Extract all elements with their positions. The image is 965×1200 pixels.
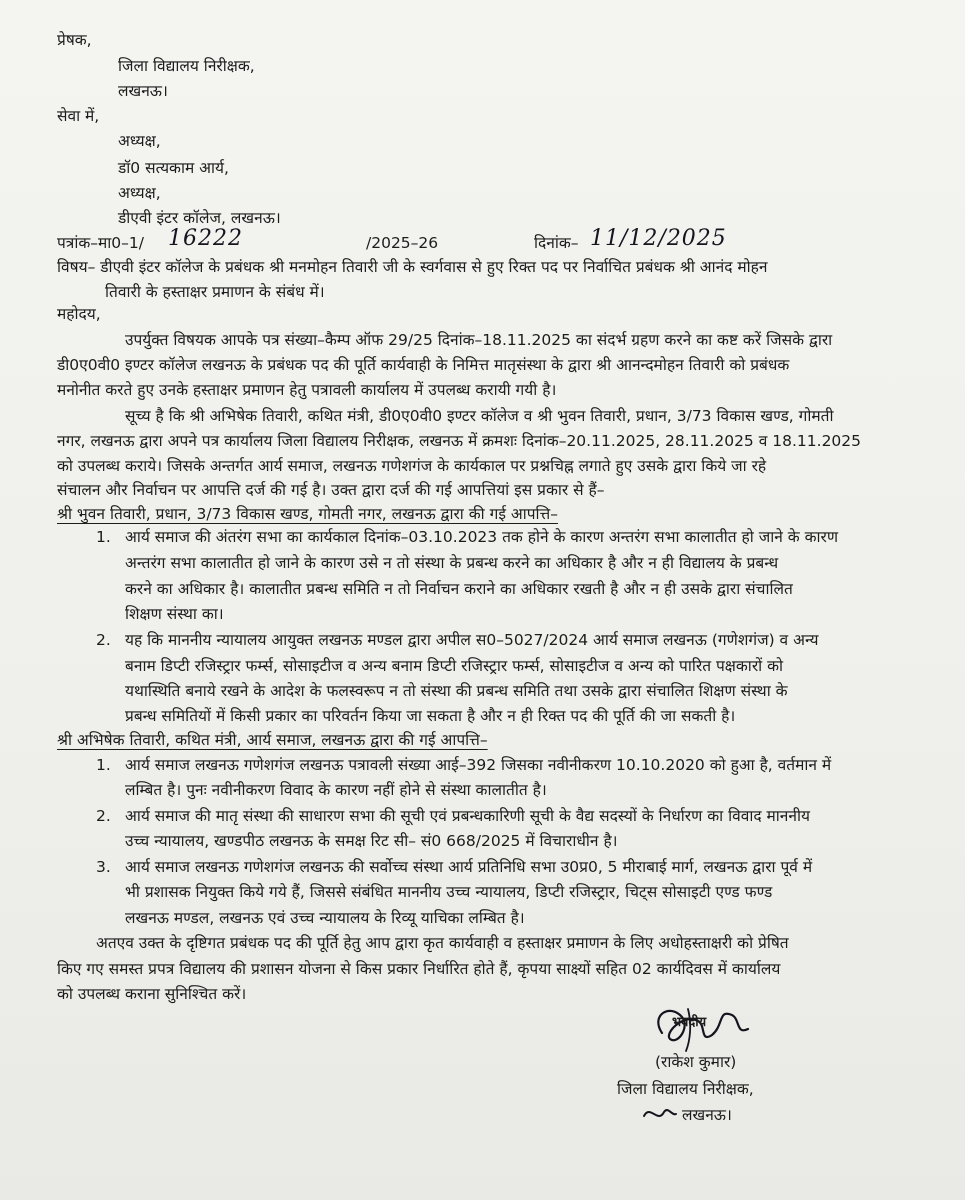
recipient-line-2: डॉ0 सत्यकाम आर्य, [118, 159, 229, 177]
section2-item3-number: 3. [96, 858, 111, 876]
para1-line-3: मनोनीत करते हुए उनके हस्ताक्षर प्रमाणन हेतु पत्रावली कार्यालय में उपलब्ध करायी गयी है। [57, 381, 557, 399]
closing-line-1: अतएव उक्त के दृष्टिगत प्रबंधक पद की पूर्ति हेतु आप द्वारा कृत कार्यवाही व हस्ताक्षर प्रमाणन के लिए अधोहस्ताक्षरी को प्रेषित [96, 934, 789, 952]
section2-item2-line-1: आर्य समाज की मातृ संस्था की साधारण सभा की सूची एवं प्रबन्धकारिणी सूची के वैद्य सदस्यों के निर्धारण का विवाद माननीय [125, 807, 811, 825]
dinank-label: दिनांक– [534, 234, 579, 252]
section1-item2-line-1: यह कि माननीय न्यायालय आयुक्त लखनऊ मण्डल द्वारा अपील स0–5027/2024 आर्य समाज लखनऊ (गणेशगंज) व अन्य [125, 631, 819, 649]
para2-line-1: सूच्य है कि श्री अभिषेक तिवारी, कथित मंत्री, डी0ए0वी0 इण्टर कॉलेज व श्री भुवन तिवारी, प्रधान, 3/73 विकास खण्ड, गोमती [125, 407, 834, 425]
signatory-designation: जिला विद्यालय निरीक्षक, [617, 1080, 754, 1098]
para2-line-2: नगर, लखनऊ द्वारा अपने पत्र कार्यालय जिला विद्यालय निरीक्षक, लखनऊ में क्रमशः दिनांक–20.11.2025, 28.11.2025 व 18.11.2025 [57, 432, 862, 450]
recipient-line-4: डीएवी इंटर कॉलेज, लखनऊ। [118, 209, 281, 227]
sender-label: प्रेषक, [57, 31, 92, 49]
section1-heading: श्री भुवन तिवारी, प्रधान, 3/73 विकास खण्ड, गोमती नगर, लखनऊ द्वारा की गई आपत्ति– [57, 505, 558, 523]
closing-line-2: किए गए समस्त प्रपत्र विद्यालय की प्रशासन योजना से किस प्रकार निर्धारित होते हैं, कृपया साक्ष्यों सहित 02 कार्यदिवस में कार्यालय [57, 960, 781, 978]
subject-line-2: तिवारी के हस्ताक्षर प्रमाणन के संबंध में। [105, 283, 325, 301]
signatory-place: लखनऊ। [682, 1106, 732, 1124]
section1-item1-line-1: आर्य समाज की अंतरंग सभा का कार्यकाल दिनांक–03.10.2023 तक होने के कारण अन्तरंग सभा कालातीत हो जाने के कारण [125, 528, 839, 546]
initial-scribble [640, 1102, 680, 1126]
patrank-number: 16222 [168, 226, 243, 251]
section1-item2-number: 2. [96, 631, 111, 649]
section2-item1-line-1: आर्य समाज लखनऊ गणेशगंज लखनऊ पत्रावली संख्या आई–392 जिसका नवीनीकरण 10.10.2020 को हुआ है, वर्तमान में [125, 756, 832, 774]
section1-item1-line-3: करने का अधिकार है। कालातीत प्रबन्ध समिति न तो निर्वाचन कराने का अधिकार रखती है और न ही उसके द्वारा संचालित [125, 580, 793, 598]
sender-line-1: जिला विद्यालय निरीक्षक, [118, 57, 255, 75]
section2-heading: श्री अभिषेक तिवारी, कथित मंत्री, आर्य समाज, लखनऊ द्वारा की गई आपत्ति– [57, 731, 488, 749]
section2-item3-line-1: आर्य समाज लखनऊ गणेशगंज लखनऊ की सर्वोच्च संस्था आर्य प्रतिनिधि सभा उ0प्र0, 5 मीराबाई मार्ग, लखनऊ द्वारा पूर्व में [125, 858, 813, 876]
para1-line-2: डी0ए0वी0 इण्टर कॉलेज लखनऊ के प्रबंधक पद की पूर्ति कार्यवाही के निमित्त मातृसंस्था के द्वारा श्री आनन्दमोहन तिवारी को प्रबंधक [57, 356, 790, 374]
section2-item2-line-2: उच्च न्यायालय, खण्डपीठ लखनऊ के समक्ष रिट सी– सं0 668/2025 में विचाराधीन है। [125, 832, 618, 850]
reference-year: /2025–26 [366, 234, 439, 252]
recipient-line-3: अध्यक्ष, [118, 184, 161, 202]
section1-item1-line-4: शिक्षण संस्था का। [125, 605, 224, 623]
closing-line-3: को उपलब्ध कराना सुनिश्चित करें। [57, 985, 247, 1003]
dinank-value: 11/12/2025 [590, 226, 727, 251]
section1-item1-line-2: अन्तरंग सभा कालातीत हो जाने के कारण उसे न तो संस्था के प्रबन्ध करने का अधिकार है और न ही विद्यालय के प्रबन्ध [125, 554, 779, 572]
recipient-line-1: अध्यक्ष, [118, 132, 161, 150]
signature-scribble [640, 995, 790, 1055]
section2-item3-line-3: लखनऊ मण्डल, लखनऊ एवं उच्च न्यायालय के रिव्यू याचिका लम्बित है। [125, 909, 525, 927]
subject-line-1: विषय– डीएवी इंटर कॉलेज के प्रबंधक श्री मनमोहन तिवारी जी के स्वर्गवास से हुए रिक्त पद पर निर्वाचित प्रबंधक श्री आनंद मोहन [57, 258, 768, 276]
section1-item2-line-2: बनाम डिप्टी रजिस्ट्रार फर्म्स, सोसाइटीज व अन्य बनाम डिप्टी रजिस्ट्रार फर्म्स, सोसाइटीज व अन्य को पारित पक्षकारों को [125, 657, 784, 675]
section2-item1-line-2: लम्बित है। पुनः नवीनीकरण विवाद के कारण नहीं होने से संस्था कालातीत है। [125, 781, 547, 799]
para2-line-3: को उपलब्ध कराये। जिसके अन्तर्गत आर्य समाज, लखनऊ गणेशगंज के कार्यकाल पर प्रश्नचिह्न लगाते हुए उसके द्वारा किये जा रहे [57, 457, 767, 475]
signatory-name: (राकेश कुमार) [655, 1053, 737, 1071]
section2-item2-number: 2. [96, 807, 111, 825]
recipient-label: सेवा में, [57, 107, 100, 125]
sender-line-2: लखनऊ। [118, 82, 168, 100]
section1-item1-number: 1. [96, 528, 111, 546]
section2-item1-number: 1. [96, 756, 111, 774]
para1-line-1: उपर्युक्त विषयक आपके पत्र संख्या–कैम्प ऑफ 29/25 दिनांक–18.11.2025 का संदर्भ ग्रहण करने का कष्ट करें जिसके द्वारा [125, 331, 833, 349]
para2-line-4: संचालन और निर्वाचन पर आपत्ति दर्ज की गई है। उक्त द्वारा दर्ज की गई आपत्तियां इस प्रकार से हैं– [57, 481, 605, 499]
bhavdiya-label: भवदीय [672, 1015, 707, 1030]
section2-item3-line-2: भी प्रशासक नियुक्त किये गये हैं, जिससे संबंधित माननीय उच्च न्यायालय, डिप्टी रजिस्ट्रार, चिट्स सोसाइटी एण्ड फण्ड [125, 883, 773, 901]
section1-item2-line-3: यथास्थिति बनाये रखने के आदेश के फलस्वरूप न तो संस्था की प्रबन्ध समिति तथा उसके द्वारा संचालित शिक्षण संस्था के [125, 682, 788, 700]
salutation: महोदय, [57, 305, 101, 323]
patrank-label: पत्रांक–मा0–1/ [57, 234, 145, 252]
section1-item2-line-4: प्रबन्ध समितियों में किसी प्रकार का परिवर्तन किया जा सकता है और न ही रिक्त पद की पूर्ति की जा सकती है। [125, 707, 736, 725]
